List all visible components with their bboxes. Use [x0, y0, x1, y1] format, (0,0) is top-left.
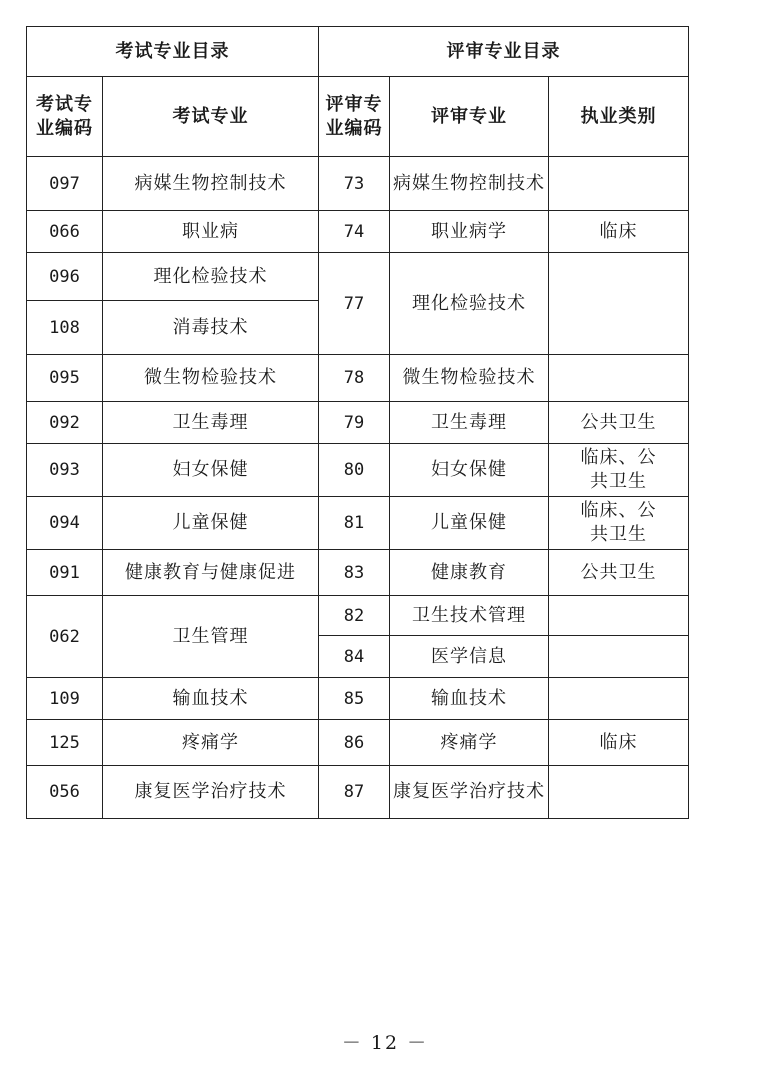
review-specialty-cell: 妇女保健: [390, 444, 549, 497]
review-specialty-cell: 卫生毒理: [390, 402, 549, 444]
review-code-cell: 78: [319, 355, 390, 402]
exam-code-cell: 091: [27, 550, 103, 596]
review-specialty-cell: 健康教育: [390, 550, 549, 596]
review-code-cell: 87: [319, 766, 390, 819]
exam-code-cell: 092: [27, 402, 103, 444]
review-code-cell: 85: [319, 678, 390, 720]
exam-specialty-cell: 卫生管理: [103, 596, 319, 678]
table-row: [27, 402, 689, 444]
review-code-cell: 79: [319, 402, 390, 444]
exam-code-cell: 066: [27, 211, 103, 253]
exam-specialty-cell: 理化检验技术: [103, 253, 319, 301]
exam-specialty-cell: 输血技术: [103, 678, 319, 720]
review-catalog-header: 评审专业目录: [319, 27, 689, 77]
table-row: [27, 678, 689, 720]
review-code-header: 评审专业编码: [319, 77, 390, 157]
review-code-cell: 86: [319, 720, 390, 766]
practice-category-cell: [549, 766, 689, 819]
practice-category-header: 执业类别: [549, 77, 689, 157]
review-specialty-cell: 输血技术: [390, 678, 549, 720]
exam-code-cell: 062: [27, 596, 103, 678]
review-code-cell: 74: [319, 211, 390, 253]
exam-code-cell: 125: [27, 720, 103, 766]
review-specialty-cell: 职业病学: [390, 211, 549, 253]
exam-code-cell: 095: [27, 355, 103, 402]
exam-specialty-cell: 职业病: [103, 211, 319, 253]
review-code-cell: 81: [319, 497, 390, 550]
exam-specialty-cell: 疼痛学: [103, 720, 319, 766]
exam-specialty-header: 考试专业: [103, 77, 319, 157]
practice-category-cell: [549, 636, 689, 678]
review-code-cell: 73: [319, 157, 390, 211]
exam-specialty-cell: 卫生毒理: [103, 402, 319, 444]
review-specialty-cell: 疼痛学: [390, 720, 549, 766]
exam-catalog-header: 考试专业目录: [27, 27, 319, 77]
exam-code-cell: 093: [27, 444, 103, 497]
exam-code-cell: 108: [27, 301, 103, 355]
exam-code-cell: 094: [27, 497, 103, 550]
review-specialty-cell: 微生物检验技术: [390, 355, 549, 402]
table-row: [27, 157, 689, 211]
review-specialty-header: 评审专业: [390, 77, 549, 157]
practice-category-cell: 临床、公共卫生: [549, 497, 689, 550]
table-row: [27, 596, 689, 636]
exam-specialty-cell: 微生物检验技术: [103, 355, 319, 402]
practice-category-cell: [549, 678, 689, 720]
table-row: [27, 444, 689, 497]
review-specialty-cell: 儿童保健: [390, 497, 549, 550]
exam-specialty-cell: 消毒技术: [103, 301, 319, 355]
table-row: [27, 766, 689, 819]
review-specialty-cell: 医学信息: [390, 636, 549, 678]
exam-specialty-cell: 病媒生物控制技术: [103, 157, 319, 211]
practice-category-cell: [549, 355, 689, 402]
review-specialty-cell: 病媒生物控制技术: [390, 157, 549, 211]
exam-specialty-cell: 儿童保健: [103, 497, 319, 550]
table-row: [27, 550, 689, 596]
practice-category-cell: [549, 596, 689, 636]
exam-code-cell: 096: [27, 253, 103, 301]
review-code-cell: 84: [319, 636, 390, 678]
table-row: [27, 211, 689, 253]
page-number: － 12 －: [341, 1032, 429, 1054]
exam-code-cell: 109: [27, 678, 103, 720]
review-code-cell: 80: [319, 444, 390, 497]
practice-category-cell: 临床、公共卫生: [549, 444, 689, 497]
review-specialty-cell: 卫生技术管理: [390, 596, 549, 636]
practice-category-cell: [549, 157, 689, 211]
table-row: [27, 355, 689, 402]
review-code-cell: 77: [319, 253, 390, 355]
review-code-cell: 83: [319, 550, 390, 596]
practice-category-cell: 临床: [549, 720, 689, 766]
practice-category-cell: 公共卫生: [549, 402, 689, 444]
exam-code-cell: 056: [27, 766, 103, 819]
practice-category-cell: 公共卫生: [549, 550, 689, 596]
exam-specialty-cell: 健康教育与健康促进: [103, 550, 319, 596]
practice-category-cell: 临床: [549, 211, 689, 253]
specialty-mapping-table: [26, 26, 689, 819]
review-specialty-cell: 康复医学治疗技术: [390, 766, 549, 819]
exam-specialty-cell: 妇女保健: [103, 444, 319, 497]
exam-code-header: 考试专业编码: [27, 77, 103, 157]
exam-code-cell: 097: [27, 157, 103, 211]
review-specialty-cell: 理化检验技术: [390, 253, 549, 355]
practice-category-cell: [549, 253, 689, 355]
table-row: [27, 720, 689, 766]
review-code-cell: 82: [319, 596, 390, 636]
table-row: [27, 253, 689, 301]
exam-specialty-cell: 康复医学治疗技术: [103, 766, 319, 819]
table-row: [27, 497, 689, 550]
